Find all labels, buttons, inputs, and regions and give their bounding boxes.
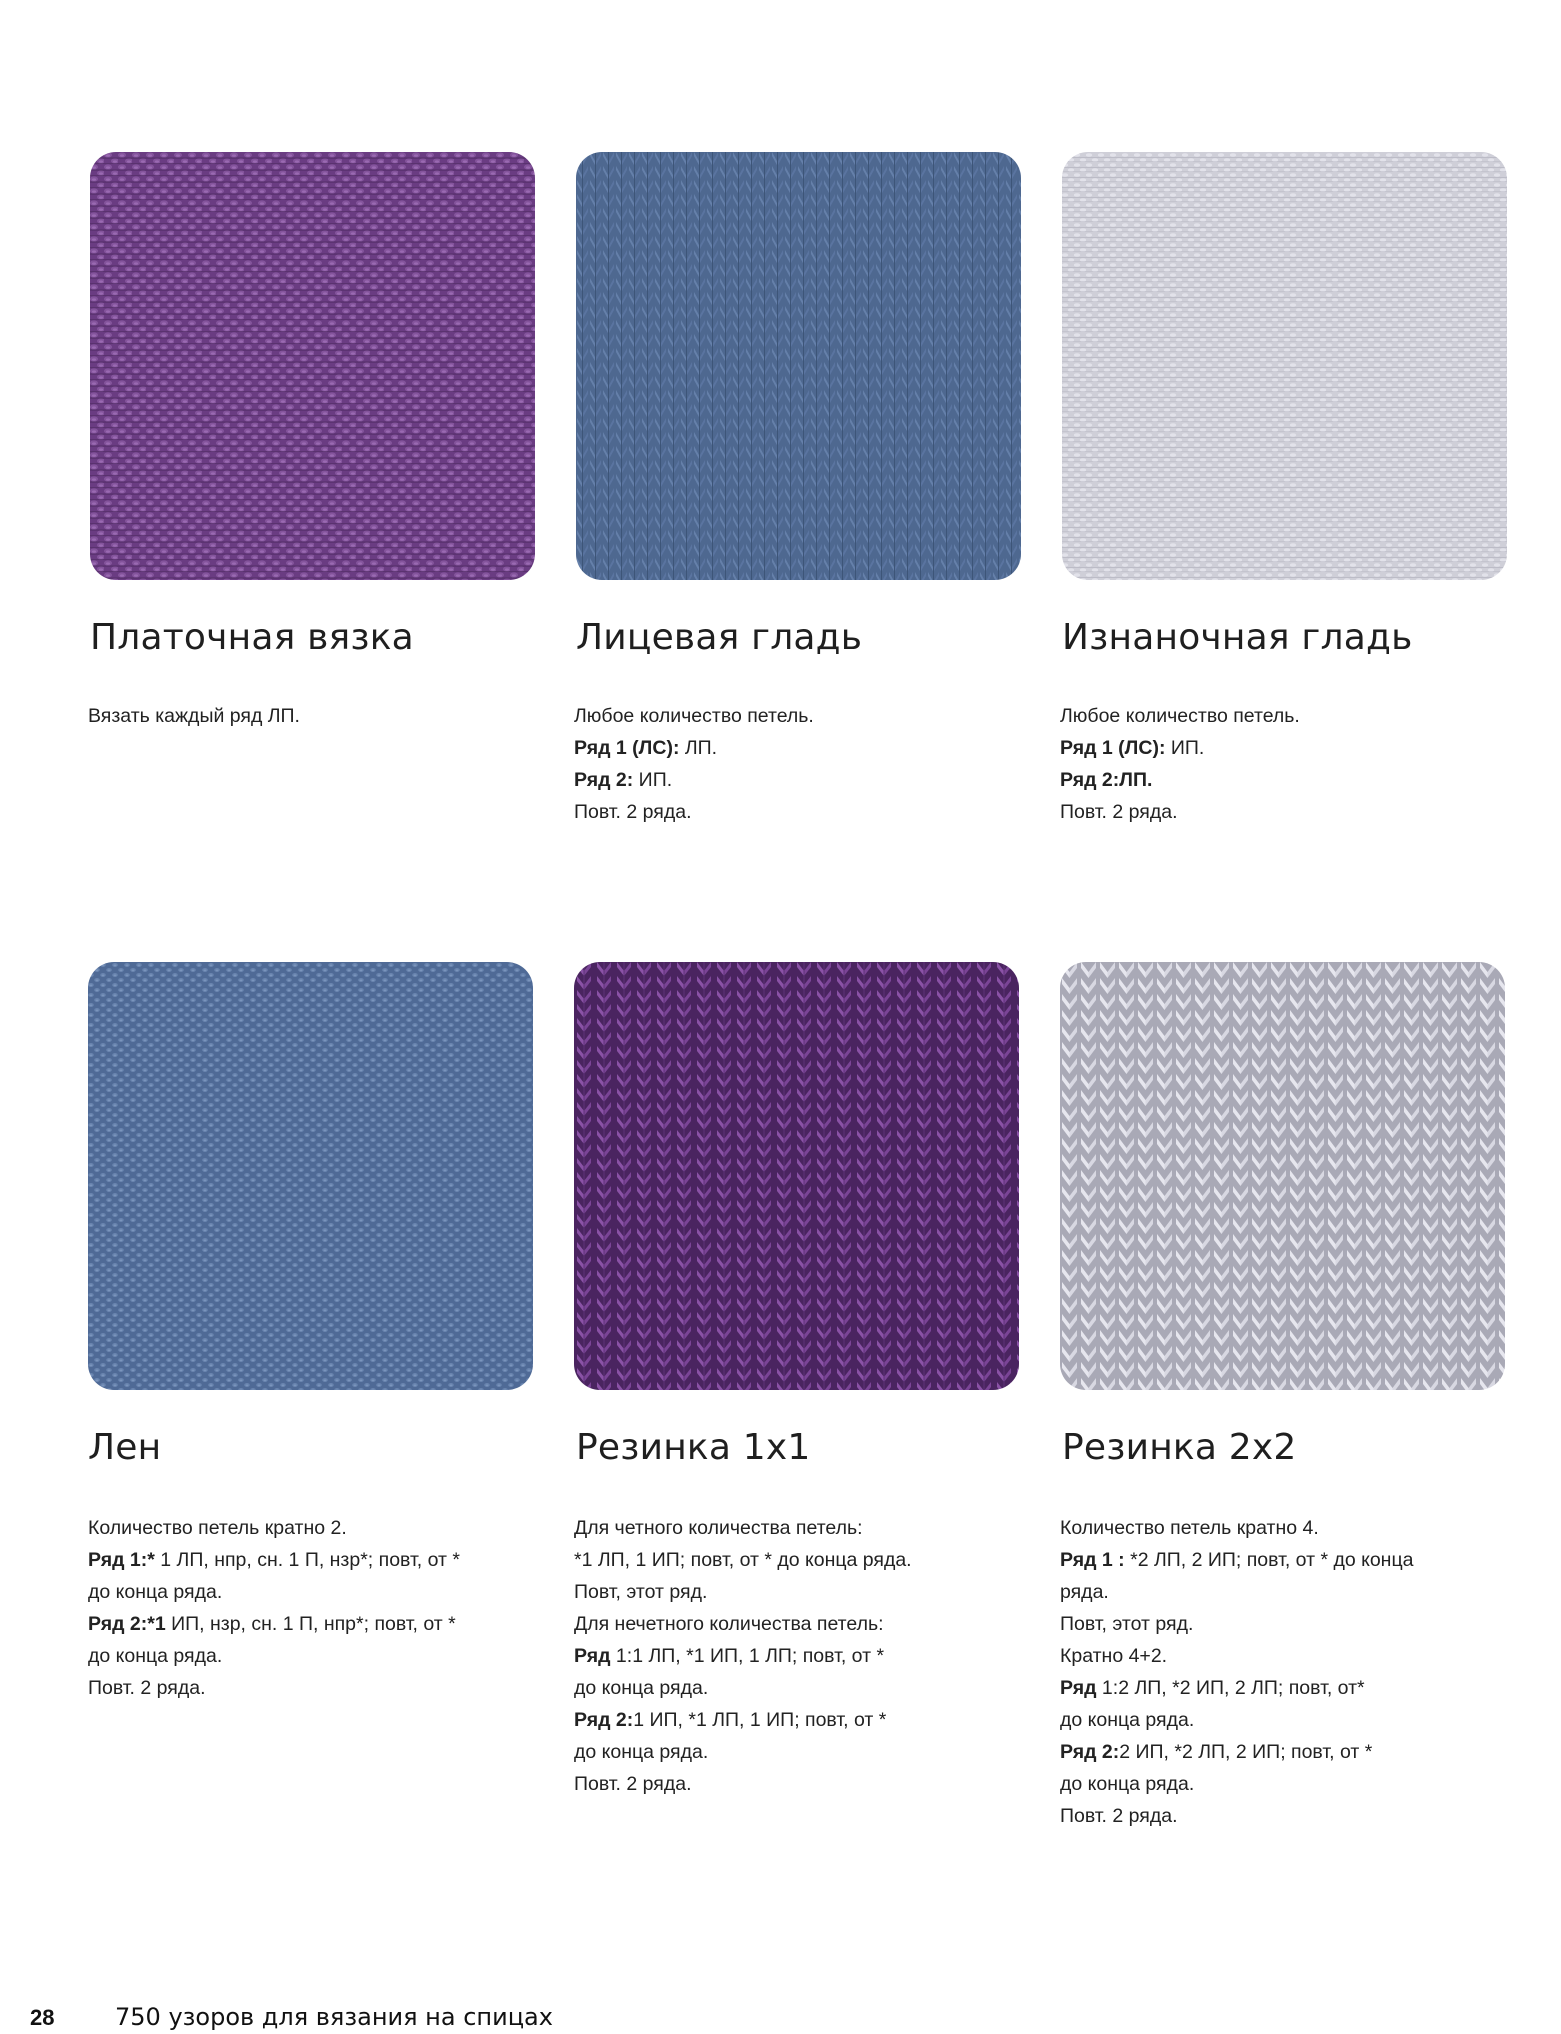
instruction-text: Повт. 2 ряда. [574,1773,692,1795]
instruction-row-label: Ряд 2: [1060,1741,1120,1763]
instruction-row-label: Ряд 2:*1 [88,1613,166,1635]
instruction-line [574,1672,1004,1704]
instruction-text: 1:1 ЛП, *1 ИП, 1 ЛП; повт, от * [610,1645,885,1667]
pattern-instructions-rib-1x1 [574,1512,1004,1800]
instruction-line [1060,764,1490,796]
instruction-text: Кратно 4+2. [1060,1645,1168,1667]
instruction-line [1060,1704,1490,1736]
pattern-title-reverse-stockinette: Изнаночная гладь [1062,617,1413,658]
instruction-row-label: Ряд 1 (ЛС): [1060,737,1166,759]
instruction-text: ИП. [1165,737,1205,759]
instruction-text: 2 ИП, *2 ЛП, 2 ИП; повт, от * [1119,1741,1373,1763]
pattern-title-rib-2x2: Резинка 2x2 [1062,1427,1297,1468]
instruction-text: Количество петель кратно 2. [88,1517,347,1539]
instruction-line [88,700,518,732]
page-number: 28 [30,2005,55,2030]
swatch-image-garter-stitch [90,152,535,580]
instruction-line [574,1544,1004,1576]
instruction-text: Для четного количества петель: [574,1517,863,1539]
swatch-image-rib-2x2 [1060,962,1505,1390]
instruction-line [574,1512,1004,1544]
pattern-title-stockinette: Лицевая гладь [576,617,863,658]
instruction-text: Вязать каждый ряд ЛП. [88,705,300,727]
instruction-text: до конца ряда. [574,1677,709,1699]
instruction-line [574,700,1004,732]
pattern-instructions-garter-stitch [88,700,518,732]
instruction-line [574,1768,1004,1800]
instruction-text: до конца ряда. [88,1581,223,1603]
instruction-line [1060,1768,1490,1800]
instruction-text: до конца ряда. [574,1741,709,1763]
instruction-line [1060,1608,1490,1640]
instruction-text: Любое количество петель. [574,705,814,727]
instruction-row-label: Ряд 2: [574,1709,634,1731]
swatch-image-stockinette [576,152,1021,580]
book-title: 750 узоров для вязания на спицах [115,2003,553,2031]
instruction-line [574,1640,1004,1672]
instruction-text: ИП, нзр, сн. 1 П, нпр*; повт, от * [165,1613,456,1635]
instruction-text: ЛП. [679,737,718,759]
instruction-row-label: Ряд 1 (ЛС): [574,737,680,759]
instruction-text: 1 ИП, *1 ЛП, 1 ИП; повт, от * [633,1709,887,1731]
instruction-row-label: Ряд 1:* [88,1549,155,1571]
instruction-text: 1:2 ЛП, *2 ИП, 2 ЛП; повт, от* [1096,1677,1365,1699]
pattern-title-garter-stitch: Платочная вязка [90,617,414,658]
instruction-line [88,1672,518,1704]
instruction-line [1060,796,1490,828]
instruction-text: *2 ЛП, 2 ИП; повт, от * до конца [1124,1549,1414,1571]
instruction-line [1060,1800,1490,1832]
instruction-row-label: Ряд 2:ЛП. [1060,769,1153,791]
instruction-text: Повт. 2 ряда. [88,1677,206,1699]
pattern-instructions-rib-2x2 [1060,1512,1490,1832]
instruction-text: Любое количество петель. [1060,705,1300,727]
instruction-row-label: Ряд 1 : [1060,1549,1125,1571]
instruction-line [88,1640,518,1672]
swatch-image-rib-1x1 [574,962,1019,1390]
instruction-line [1060,1672,1490,1704]
instruction-line [574,1736,1004,1768]
instruction-line [1060,1544,1490,1576]
pattern-instructions-reverse-stockinette [1060,700,1490,828]
instruction-line [1060,1736,1490,1768]
instruction-row-label: Ряд [1060,1677,1097,1699]
instruction-line [1060,1640,1490,1672]
instruction-text: Повт. 2 ряда. [1060,801,1178,823]
instruction-line [1060,1576,1490,1608]
pattern-instructions-stockinette [574,700,1004,828]
instruction-text: Повт, этот ряд. [1060,1613,1194,1635]
instruction-text: Для нечетного количества петель: [574,1613,884,1635]
instruction-line [574,796,1004,828]
instruction-row-label: Ряд 2: [574,769,634,791]
instruction-line [574,1608,1004,1640]
pattern-instructions-linen-stitch [88,1512,518,1704]
instruction-text: *1 ЛП, 1 ИП; повт, от * до конца ряда. [574,1549,912,1571]
instruction-line [88,1576,518,1608]
instruction-line [1060,1512,1490,1544]
instruction-text: ИП. [633,769,673,791]
instruction-text: Количество петель кратно 4. [1060,1517,1319,1539]
instruction-text: Повт, этот ряд. [574,1581,708,1603]
instruction-line [574,764,1004,796]
instruction-line [574,1704,1004,1736]
instruction-row-label: Ряд [574,1645,611,1667]
swatch-image-reverse-stockinette [1062,152,1507,580]
instruction-line [1060,700,1490,732]
pattern-title-linen-stitch: Лен [88,1427,162,1468]
instruction-line [1060,732,1490,764]
instruction-text: Повт. 2 ряда. [574,801,692,823]
instruction-text: до конца ряда. [1060,1709,1195,1731]
swatch-image-linen-stitch [88,962,533,1390]
instruction-text: до конца ряда. [88,1645,223,1667]
instruction-text: ряда. [1060,1581,1109,1603]
instruction-line [88,1608,518,1640]
instruction-text: Повт. 2 ряда. [1060,1805,1178,1827]
pattern-title-rib-1x1: Резинка 1x1 [576,1427,811,1468]
instruction-text: 1 ЛП, нпр, сн. 1 П, нзр*; повт, от * [154,1549,460,1571]
instruction-line [574,1576,1004,1608]
instruction-line [88,1512,518,1544]
instruction-text: до конца ряда. [1060,1773,1195,1795]
instruction-line [88,1544,518,1576]
instruction-line [574,732,1004,764]
